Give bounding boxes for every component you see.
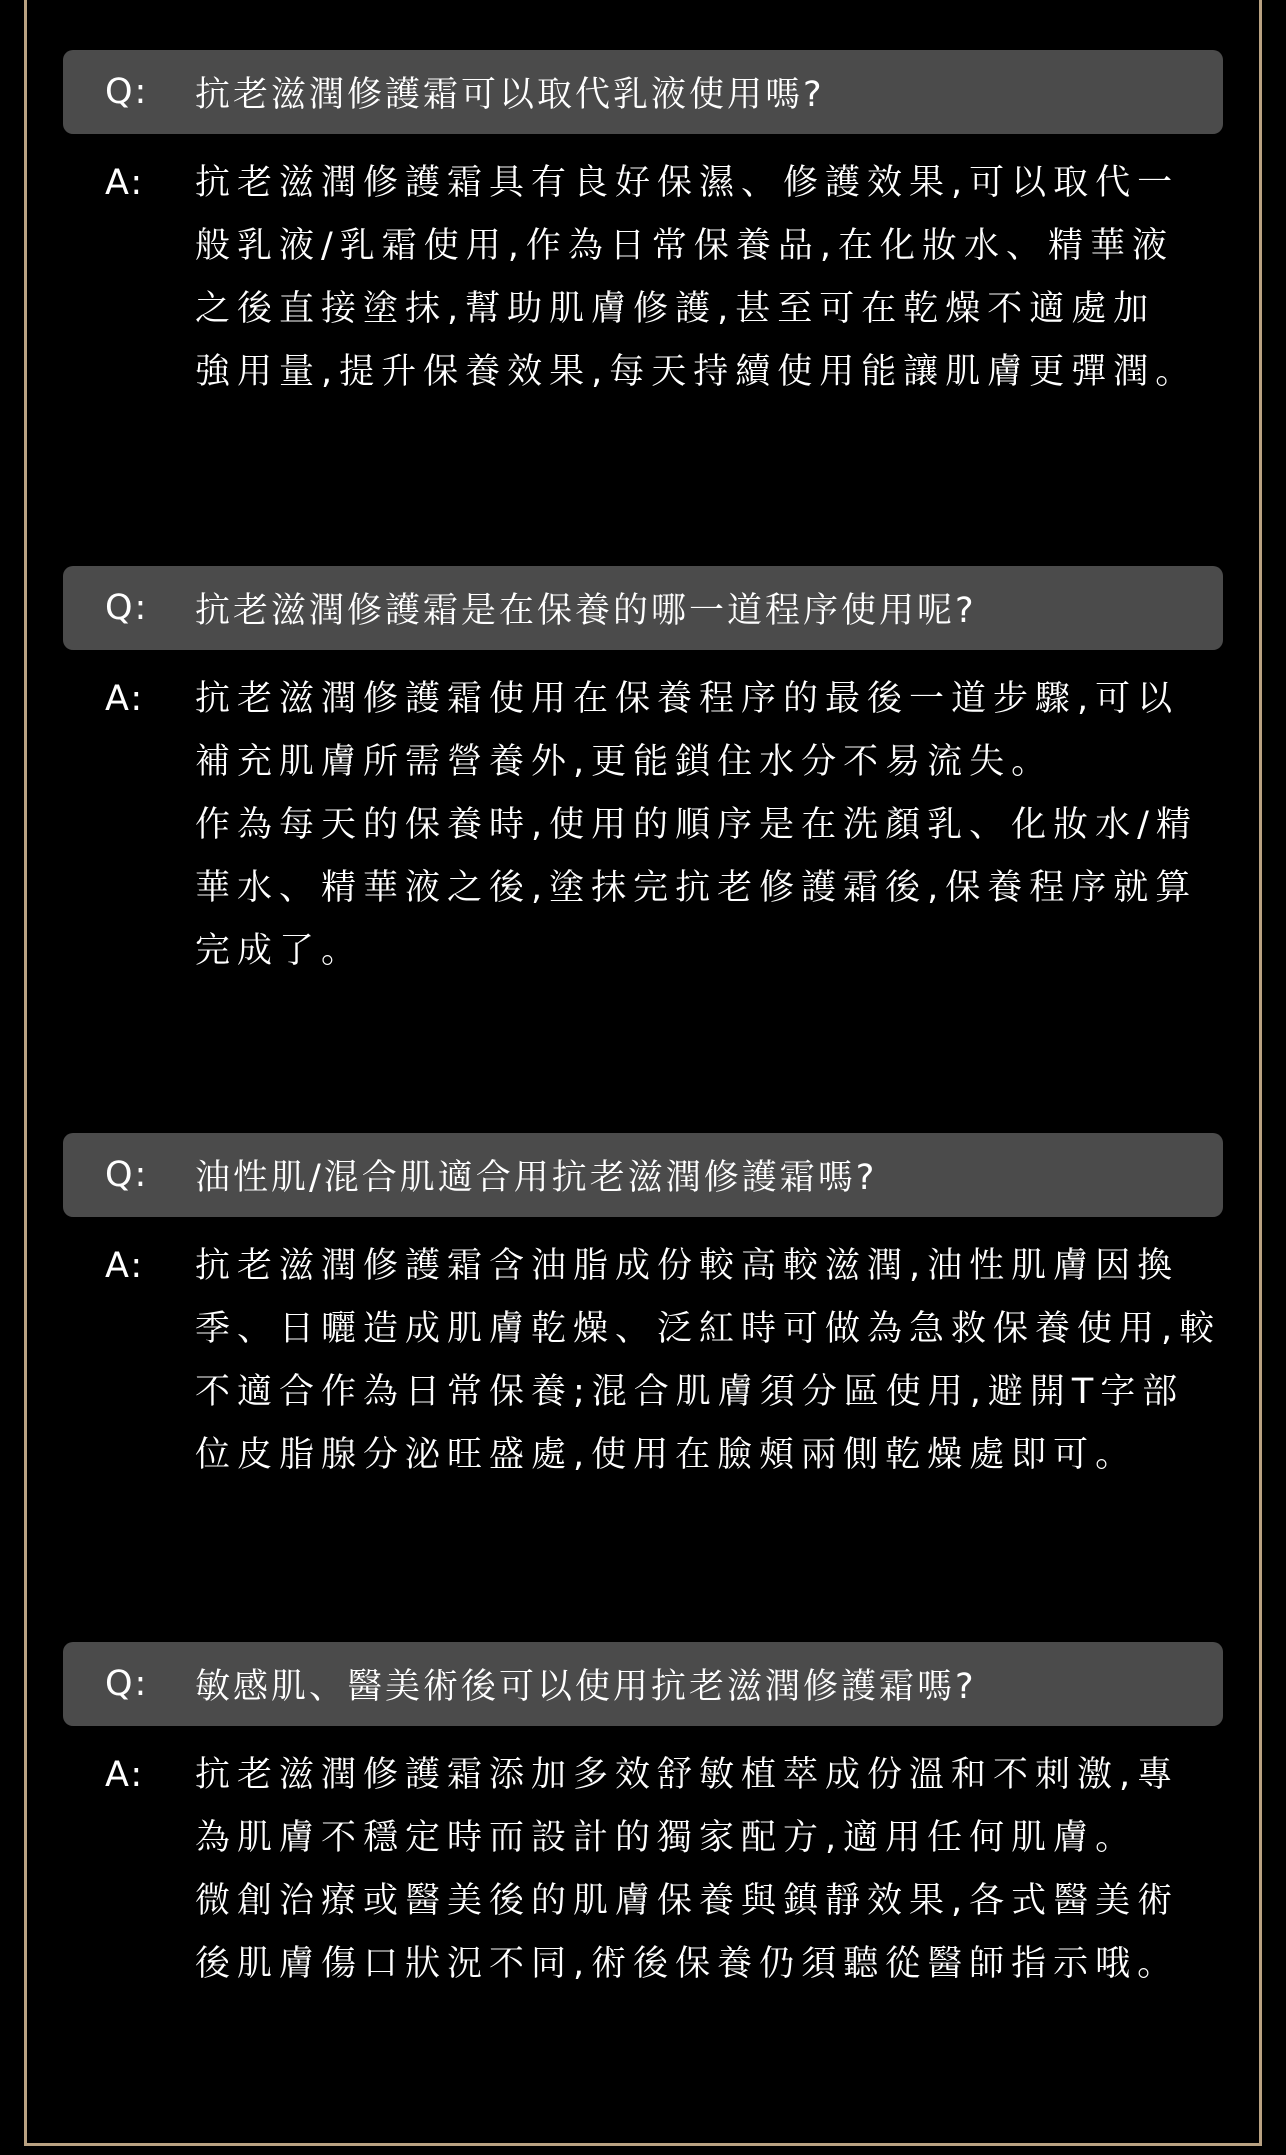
answer-line: 抗老滋潤修護霜使用在保養程序的最後一道步驟,可以 xyxy=(195,679,1180,719)
answer-line: 微創治療或醫美後的肌膚保養與鎮靜效果,各式醫美術 xyxy=(195,1881,1180,1921)
answer-line: 強用量,提升保養效果,每天持續使用能讓肌膚更彈潤。 xyxy=(195,352,1198,392)
answer-line: 位皮脂腺分泌旺盛處,使用在臉頰兩側乾燥處即可。 xyxy=(195,1435,1138,1475)
question-text: 抗老滋潤修護霜是在保養的哪一道程序使用呢? xyxy=(195,591,977,631)
question-label: Q: xyxy=(105,1155,149,1195)
question-label: Q: xyxy=(105,1664,149,1704)
answer-text xyxy=(195,668,1223,983)
answer-text xyxy=(195,152,1223,404)
question-text: 油性肌/混合肌適合用抗老滋潤修護霜嗎? xyxy=(195,1158,878,1198)
answer-line: 抗老滋潤修護霜含油脂成份較高較滋潤,油性肌膚因換 xyxy=(195,1246,1180,1286)
answer-line: 為肌膚不穩定時而設計的獨家配方,適用任何肌膚。 xyxy=(195,1818,1138,1858)
answer-line: 季、日曬造成肌膚乾燥、泛紅時可做為急救保養使用,較 xyxy=(195,1309,1222,1349)
answer-label: A: xyxy=(105,1755,145,1795)
faq-item-1 xyxy=(63,50,1223,404)
faq-item-4 xyxy=(63,1642,1223,1996)
answer-line: 華水、精華液之後,塗抹完抗老修護霜後,保養程序就算 xyxy=(195,868,1198,908)
answer-text xyxy=(195,1744,1223,1996)
answer-block xyxy=(63,1744,1223,1996)
question-label: Q: xyxy=(105,72,149,112)
faq-item-2 xyxy=(63,566,1223,983)
answer-label: A: xyxy=(105,1246,145,1286)
answer-line: 抗老滋潤修護霜具有良好保濕、修護效果,可以取代一 xyxy=(195,163,1180,203)
question-bar xyxy=(63,1642,1223,1726)
answer-label: A: xyxy=(105,163,145,203)
answer-text xyxy=(195,1235,1223,1487)
answer-line: 後肌膚傷口狀況不同,術後保養仍須聽從醫師指示哦。 xyxy=(195,1944,1180,1984)
answer-block xyxy=(63,668,1223,983)
faq-item-3 xyxy=(63,1133,1223,1487)
question-bar xyxy=(63,566,1223,650)
answer-line: 作為每天的保養時,使用的順序是在洗顏乳、化妝水/精 xyxy=(195,805,1198,845)
answer-label: A: xyxy=(105,679,145,719)
answer-line: 般乳液/乳霜使用,作為日常保養品,在化妝水、精華液 xyxy=(195,226,1175,266)
question-text: 敏感肌、醫美術後可以使用抗老滋潤修護霜嗎? xyxy=(195,1667,977,1707)
question-label: Q: xyxy=(105,588,149,628)
answer-block xyxy=(63,152,1223,404)
answer-line: 不適合作為日常保養;混合肌膚須分區使用,避開T字部 xyxy=(195,1372,1185,1412)
question-text: 抗老滋潤修護霜可以取代乳液使用嗎? xyxy=(195,75,825,115)
answer-line: 抗老滋潤修護霜添加多效舒敏植萃成份溫和不刺激,專 xyxy=(195,1755,1180,1795)
answer-line: 完成了。 xyxy=(195,931,364,971)
question-bar xyxy=(63,50,1223,134)
answer-line: 補充肌膚所需營養外,更能鎖住水分不易流失。 xyxy=(195,742,1054,782)
answer-line: 之後直接塗抹,幫助肌膚修護,甚至可在乾燥不適處加 xyxy=(195,289,1156,329)
question-bar xyxy=(63,1133,1223,1217)
answer-block xyxy=(63,1235,1223,1487)
